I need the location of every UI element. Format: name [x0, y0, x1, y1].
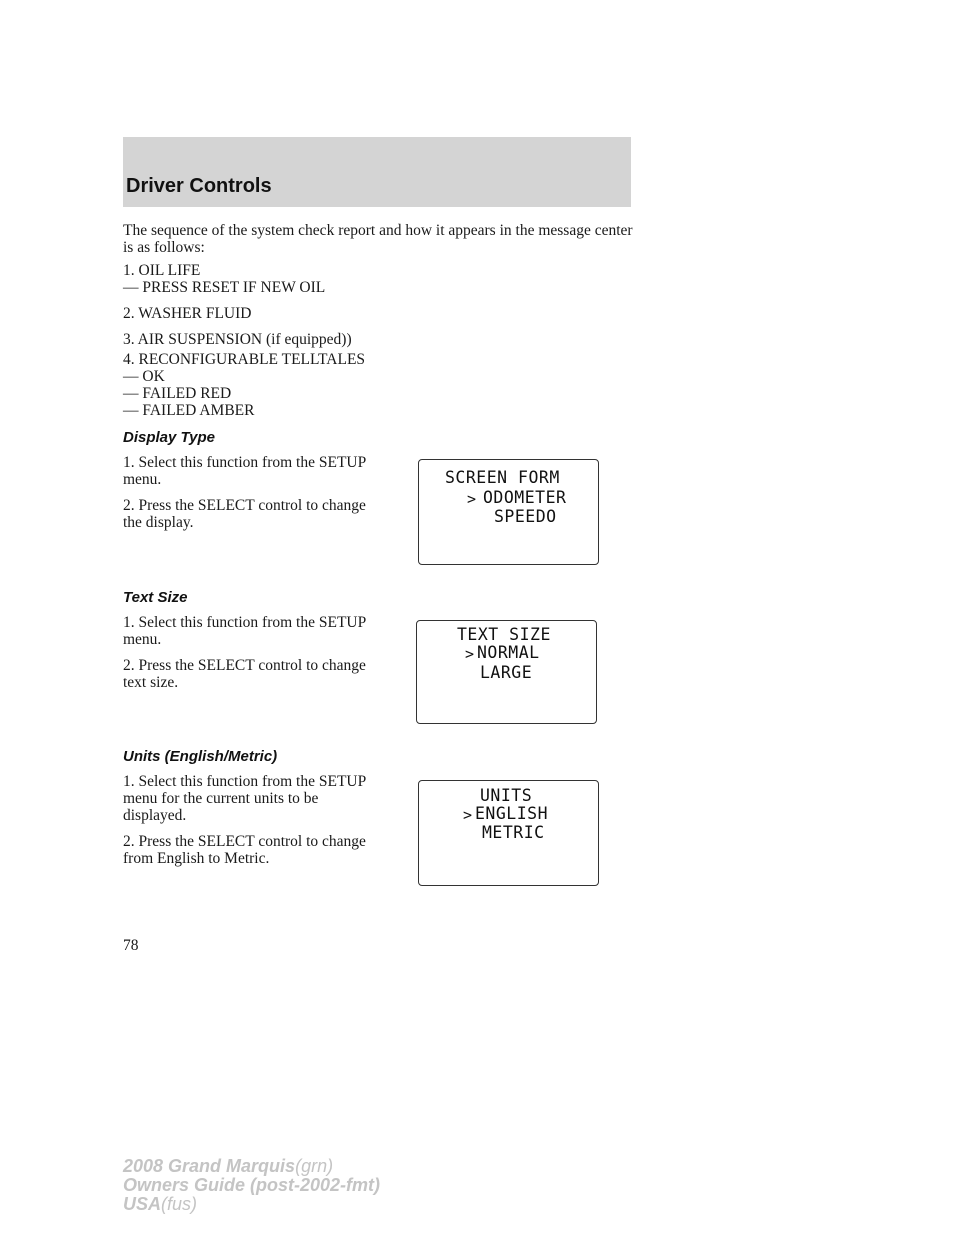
checklist-line: — PRESS RESET IF NEW OIL — [123, 279, 326, 296]
lcd-line-title: TEXT SIZE — [457, 625, 551, 644]
checklist-item-2 — [123, 305, 251, 322]
section-heading-display-type: Display Type — [123, 429, 215, 446]
footer-market: USA — [123, 1194, 162, 1214]
lcd-line-title: UNITS — [480, 786, 533, 805]
step-text: 2. Press the SELECT control to change text size. — [123, 657, 366, 691]
lcd-line-title: SCREEN FORM — [445, 468, 560, 487]
checklist-item-4 — [123, 351, 365, 419]
selection-arrow-icon: > — [467, 490, 477, 508]
lcd-line-selected: ODOMETER — [483, 488, 567, 507]
page-title: Driver Controls — [126, 175, 272, 197]
lcd-line-option: LARGE — [480, 663, 533, 682]
step-text: 2. Press the SELECT control to change the display. — [123, 497, 366, 531]
lcd-display-text-size — [416, 620, 597, 724]
checklist-line: — OK — [123, 368, 165, 385]
checklist-line: — FAILED AMBER — [123, 402, 255, 419]
document-footer — [123, 1157, 380, 1214]
text-size-steps — [123, 614, 373, 691]
lcd-line-selected: NORMAL — [477, 643, 540, 662]
units-steps — [123, 773, 373, 867]
selection-arrow-icon: > — [465, 645, 475, 663]
lcd-line-option: METRIC — [482, 823, 545, 842]
footer-code: (grn) — [295, 1156, 334, 1176]
lcd-display-screen-form — [418, 459, 599, 565]
checklist-line: 2. WASHER FLUID — [123, 305, 252, 322]
step-text: 1. Select this function from the SETUP menu. — [123, 454, 366, 488]
display-type-steps — [123, 454, 373, 531]
footer-model: 2008 Grand Marquis — [123, 1156, 296, 1176]
step-text: 2. Press the SELECT control to change from English to Metric. — [123, 833, 366, 867]
footer-market-code: (fus) — [161, 1194, 198, 1214]
section-heading-text-size: Text Size — [123, 589, 188, 606]
checklist-item-1 — [123, 262, 325, 296]
selection-arrow-icon: > — [463, 806, 473, 824]
lcd-line-selected: ENGLISH — [475, 804, 549, 823]
step-text: 1. Select this function from the SETUP menu for the current units to be displayed. — [123, 773, 366, 824]
checklist-line: 4. RECONFIGURABLE TELLTALES — [123, 351, 366, 368]
section-heading-units: Units (English/Metric) — [123, 748, 278, 765]
step-text: 1. Select this function from the SETUP menu. — [123, 614, 366, 648]
lcd-line-option: SPEEDO — [494, 507, 557, 526]
footer-guide: Owners Guide (post-2002-fmt) — [123, 1175, 381, 1195]
checklist-line: — FAILED RED — [123, 385, 232, 402]
intro-paragraph: The sequence of the system check report and how it appears in the message center is as follows: — [123, 222, 633, 256]
lcd-display-units — [418, 780, 599, 886]
checklist-item-3 — [123, 331, 352, 348]
checklist-line: 3. AIR SUSPENSION (if equipped)) — [123, 331, 352, 348]
page-number: 78 — [123, 937, 139, 954]
checklist-line: 1. OIL LIFE — [123, 262, 201, 279]
